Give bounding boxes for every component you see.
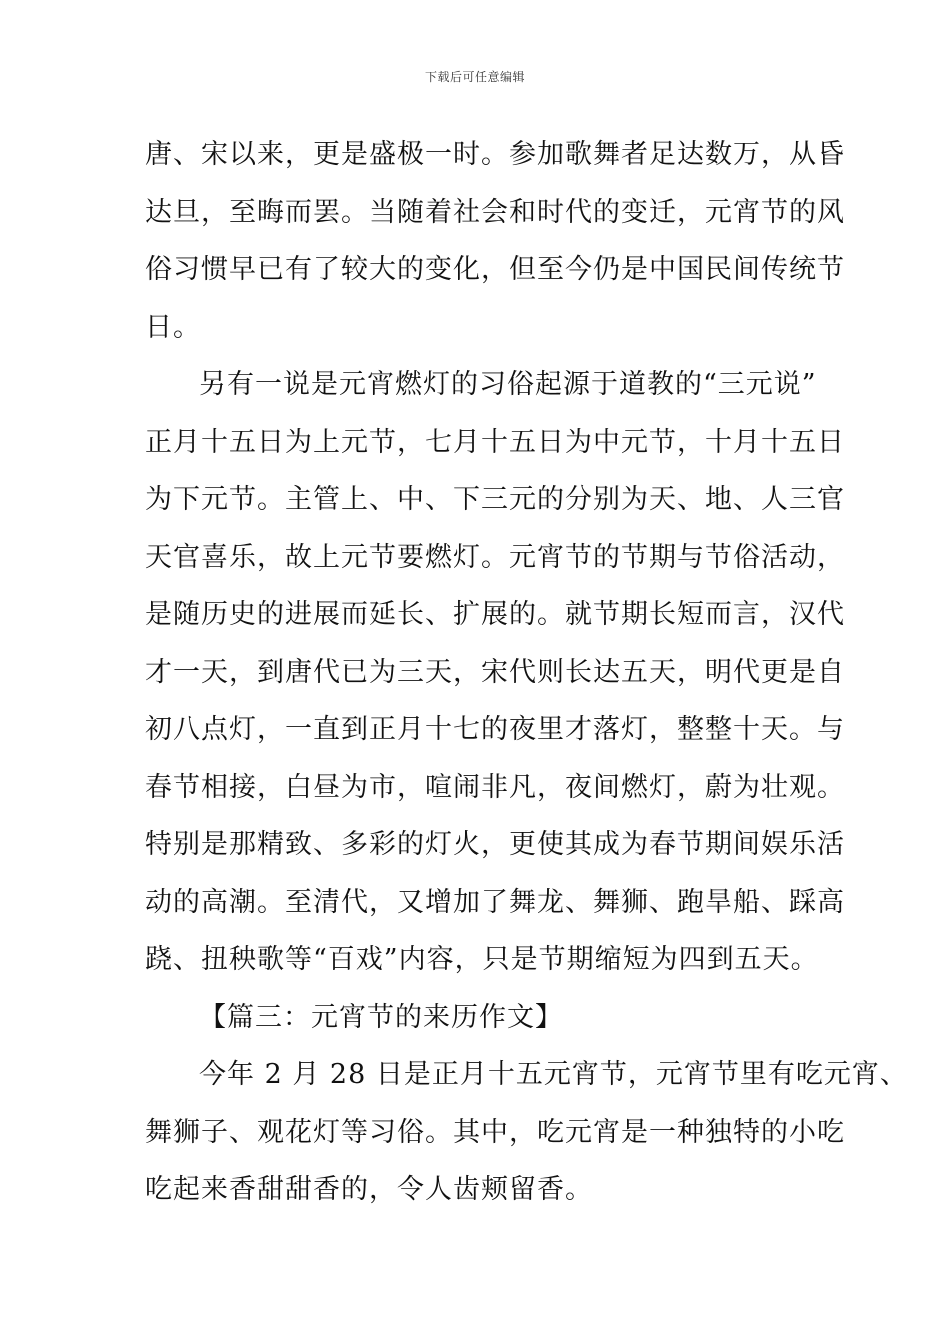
section-heading: 【篇三：元宵节的来历作文】	[199, 1001, 563, 1033]
text-line: 正月十五日为上元节，七月十五日为中元节，十月十五日	[145, 426, 845, 458]
text-line: 为下元节。主管上、中、下三元的分别为天、地、人三官	[145, 484, 845, 515]
text-line: 俗习惯早已有了较大的变化，但至今仍是中国民间传统节	[145, 254, 845, 285]
text-line: 动的高潮。至清代，又增加了舞龙、舞狮、跑旱船、踩高	[145, 886, 845, 918]
text-line: 吃起来香甜甜香的，令人齿颊留香。	[145, 1174, 593, 1205]
text-line: 日。	[145, 311, 201, 343]
text-line: 特别是那精致、多彩的灯火，更使其成为春节期间娱乐活	[145, 829, 845, 860]
text-line: 唐、宋以来，更是盛极一时。参加歌舞者足达数万，从昏	[145, 139, 845, 170]
text-line: 初八点灯，一直到正月十七的夜里才落灯，整整十天。与	[145, 714, 845, 745]
text-line: 春节相接，白昼为市，喧闹非凡，夜间燃灯，蔚为壮观。	[145, 771, 845, 803]
paragraph-first-line: 今年 2 月 28 日是正月十五元宵节，元宵节里有吃元宵、	[199, 1059, 908, 1090]
text-line: 舞狮子、观花灯等习俗。其中，吃元宵是一种独特的小吃	[145, 1116, 845, 1148]
paragraph-first-line: 另有一说是元宵燃灯的习俗起源于道教的“三元说”	[199, 369, 817, 400]
text-line: 跷、扭秧歌等“百戏”内容，只是节期缩短为四到五天。	[145, 944, 819, 975]
header-note: 下载后可任意编辑	[424, 70, 525, 84]
text-line: 才一天，到唐代已为三天，宋代则长达五天，明代更是自	[145, 656, 845, 688]
body-text	[145, 126, 908, 1219]
text-line: 是随历史的进展而延长、扩展的。就节期长短而言，汉代	[145, 599, 845, 630]
text-line: 达旦，至晦而罢。当随着社会和时代的变迁，元宵节的风	[145, 196, 845, 228]
text-line: 天官喜乐，故上元节要燃灯。元宵节的节期与节俗活动，	[145, 541, 845, 573]
